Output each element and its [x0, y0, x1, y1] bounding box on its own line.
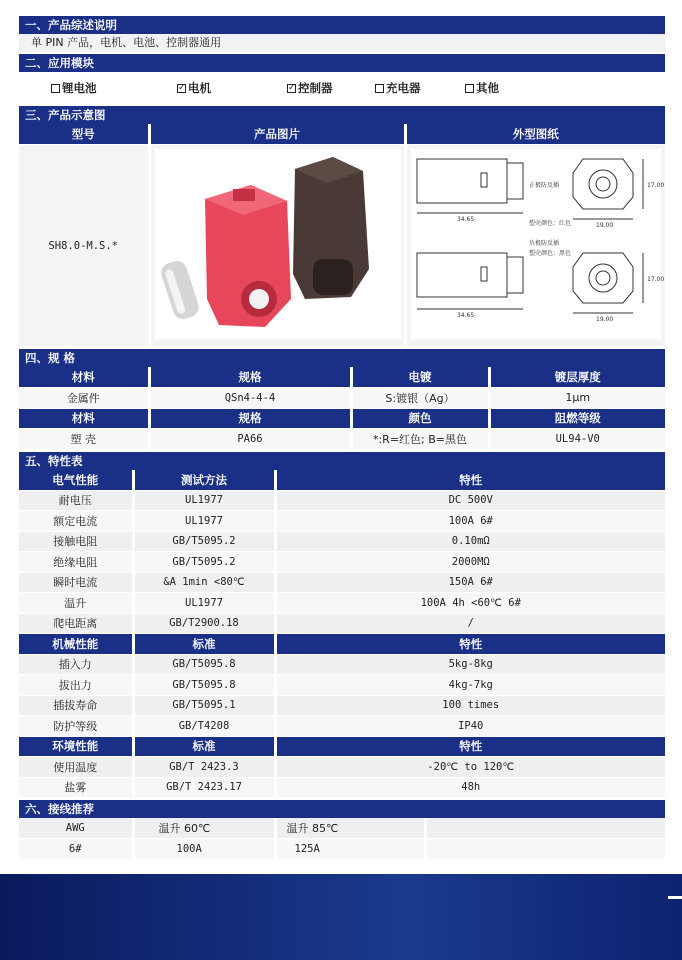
spec-header: 材料 — [19, 367, 149, 388]
table-cell: 100A 4h <60℃ 6# — [275, 593, 665, 614]
wiring-header: AWG — [19, 818, 133, 839]
table-cell: 150A 6# — [275, 572, 665, 593]
table-cell: 48h — [275, 777, 665, 798]
col-header-drawing: 外型图纸 — [405, 124, 665, 145]
table-cell: UL1977 — [133, 511, 275, 532]
table-cell: GB/T5095.1 — [133, 695, 275, 716]
section-header-characteristics: 五、特性表 — [19, 452, 665, 470]
spec-cell: 1μm — [489, 388, 665, 409]
table-cell: GB/T5095.8 — [133, 675, 275, 696]
electrical-header: 测试方法 — [133, 470, 275, 491]
spec-cell: UL94-V0 — [489, 429, 665, 450]
table-cell: 2000MΩ — [275, 552, 665, 573]
table-cell: 插拔寿命 — [19, 695, 133, 716]
table-cell: 拔出力 — [19, 675, 133, 696]
wiring-header: 温升 85℃ — [275, 818, 425, 839]
product-photo — [155, 149, 401, 339]
col-header-photo: 产品图片 — [149, 124, 405, 145]
table-cell: GB/T 2423.3 — [133, 757, 275, 778]
app-label: 锂电池 — [62, 81, 97, 95]
electrical-header: 电气性能 — [19, 470, 133, 491]
dim-width-top: 19.00 — [595, 222, 613, 229]
table-cell: UL1977 — [133, 490, 275, 511]
diagram-table — [19, 124, 665, 347]
spec-sheet — [19, 0, 665, 860]
checkbox-checked-icon: ✓ — [178, 82, 186, 93]
outline-drawing — [411, 149, 664, 339]
app-item-lithium-battery — [51, 80, 97, 96]
overview-text: 单 PIN 产品，电机、电池、控制器通用 — [19, 34, 665, 52]
table-cell: GB/T5095.8 — [133, 654, 275, 675]
section-header-applications: 二、应用模块 — [19, 54, 665, 72]
note-red-housing: 塑壳颜色：红色 — [528, 220, 571, 227]
table-cell: 爬电距离 — [19, 613, 133, 634]
dim-length-top: 34.65 — [456, 216, 474, 223]
table-cell: 防护等级 — [19, 716, 133, 737]
table-cell: / — [275, 613, 665, 634]
spec-cell: 塑 壳 — [19, 429, 149, 450]
table-cell: 瞬时电流 — [19, 572, 133, 593]
mechanical-header: 特性 — [275, 634, 665, 655]
model-code: SH8.0-M.S.* — [19, 145, 149, 347]
table-cell: GB/T5095.2 — [133, 552, 275, 573]
table-cell: 使用温度 — [19, 757, 133, 778]
spec-table — [19, 367, 665, 450]
table-cell: 温升 — [19, 593, 133, 614]
table-cell: GB/T2900.18 — [133, 613, 275, 634]
table-cell: DC 500V — [275, 490, 665, 511]
table-cell: UL1977 — [133, 593, 275, 614]
wiring-blank — [425, 818, 665, 839]
note-negative-keying: 负极防反插 — [528, 240, 559, 247]
spec-cell: QSn4-4-4 — [149, 388, 351, 409]
black-housing-image — [293, 157, 369, 299]
table-cell: 耐电压 — [19, 490, 133, 511]
spec-header: 规格 — [149, 408, 351, 429]
table-cell: 绝缘电阻 — [19, 552, 133, 573]
note-positive-keying: 正极防反插 — [528, 182, 559, 189]
table-cell: 100 times — [275, 695, 665, 716]
table-cell: 插入力 — [19, 654, 133, 675]
table-cell: 盐雾 — [19, 777, 133, 798]
col-header-model: 型号 — [19, 124, 149, 145]
spec-header: 电镀 — [351, 367, 489, 388]
checkbox-icon — [51, 84, 60, 93]
table-cell: IP40 — [275, 716, 665, 737]
environment-header: 特性 — [275, 736, 665, 757]
checkbox-icon — [375, 84, 384, 93]
dim-length-bottom: 34.65 — [456, 312, 474, 319]
app-item-other — [465, 80, 499, 96]
table-cell: 接触电阻 — [19, 531, 133, 552]
table-cell: &A 1min <80℃ — [133, 572, 275, 593]
red-housing-image — [205, 185, 291, 327]
characteristics-table — [19, 470, 665, 799]
mechanical-header: 标准 — [133, 634, 275, 655]
mechanical-header: 机械性能 — [19, 634, 133, 655]
app-label: 其他 — [476, 81, 499, 95]
product-photo-cell — [149, 145, 405, 347]
table-cell: 4kg-7kg — [275, 675, 665, 696]
section-header-diagram: 三、产品示意图 — [19, 106, 665, 124]
table-cell: GB/T5095.2 — [133, 531, 275, 552]
spec-header: 颜色 — [351, 408, 489, 429]
drawing-cell — [405, 145, 665, 347]
dim-width-bottom: 19.00 — [595, 316, 613, 323]
app-item-motor — [177, 80, 211, 96]
table-cell: GB/T4208 — [133, 716, 275, 737]
footer-band — [0, 874, 682, 960]
dim-height-top: 17.00 — [646, 182, 664, 189]
app-item-charger — [375, 80, 421, 96]
electrical-header: 特性 — [275, 470, 665, 491]
table-cell: 100A 6# — [275, 511, 665, 532]
wiring-cell: 125A — [275, 839, 425, 860]
app-item-controller — [287, 80, 333, 96]
table-cell: 5kg-8kg — [275, 654, 665, 675]
wiring-cell: 100A — [133, 839, 275, 860]
wiring-cell: 6# — [19, 839, 133, 860]
application-checklist — [19, 72, 665, 104]
table-cell: 0.10mΩ — [275, 531, 665, 552]
table-cell: 额定电流 — [19, 511, 133, 532]
spec-header: 材料 — [19, 408, 149, 429]
footer-accent — [668, 896, 682, 899]
spec-cell: S:镀银（Ag） — [351, 388, 489, 409]
section-header-specifications: 四、规 格 — [19, 349, 665, 367]
spec-cell: 金属件 — [19, 388, 149, 409]
app-label: 充电器 — [386, 81, 421, 95]
table-cell: GB/T 2423.17 — [133, 777, 275, 798]
environment-header: 标准 — [133, 736, 275, 757]
environment-header: 环境性能 — [19, 736, 133, 757]
spec-header: 规格 — [149, 367, 351, 388]
wiring-table — [19, 818, 665, 860]
spec-cell: *:R=红色; B=黑色 — [351, 429, 489, 450]
wiring-header: 温升 60℃ — [133, 818, 275, 839]
app-label: 控制器 — [298, 81, 333, 95]
note-black-housing: 塑壳颜色：黑色 — [528, 250, 571, 257]
spec-header: 镀层厚度 — [489, 367, 665, 388]
section-header-wiring: 六、接线推荐 — [19, 800, 665, 818]
spec-header: 阻燃等级 — [489, 408, 665, 429]
checkbox-icon — [465, 84, 474, 93]
spec-cell: PA66 — [149, 429, 351, 450]
wiring-blank — [425, 839, 665, 860]
table-cell: -20℃ to 120℃ — [275, 757, 665, 778]
section-header-overview: 一、产品综述说明 — [19, 16, 665, 34]
dim-height-bottom: 17.00 — [646, 276, 664, 283]
checkbox-checked-icon: ✓ — [288, 82, 296, 93]
app-label: 电机 — [188, 81, 211, 95]
